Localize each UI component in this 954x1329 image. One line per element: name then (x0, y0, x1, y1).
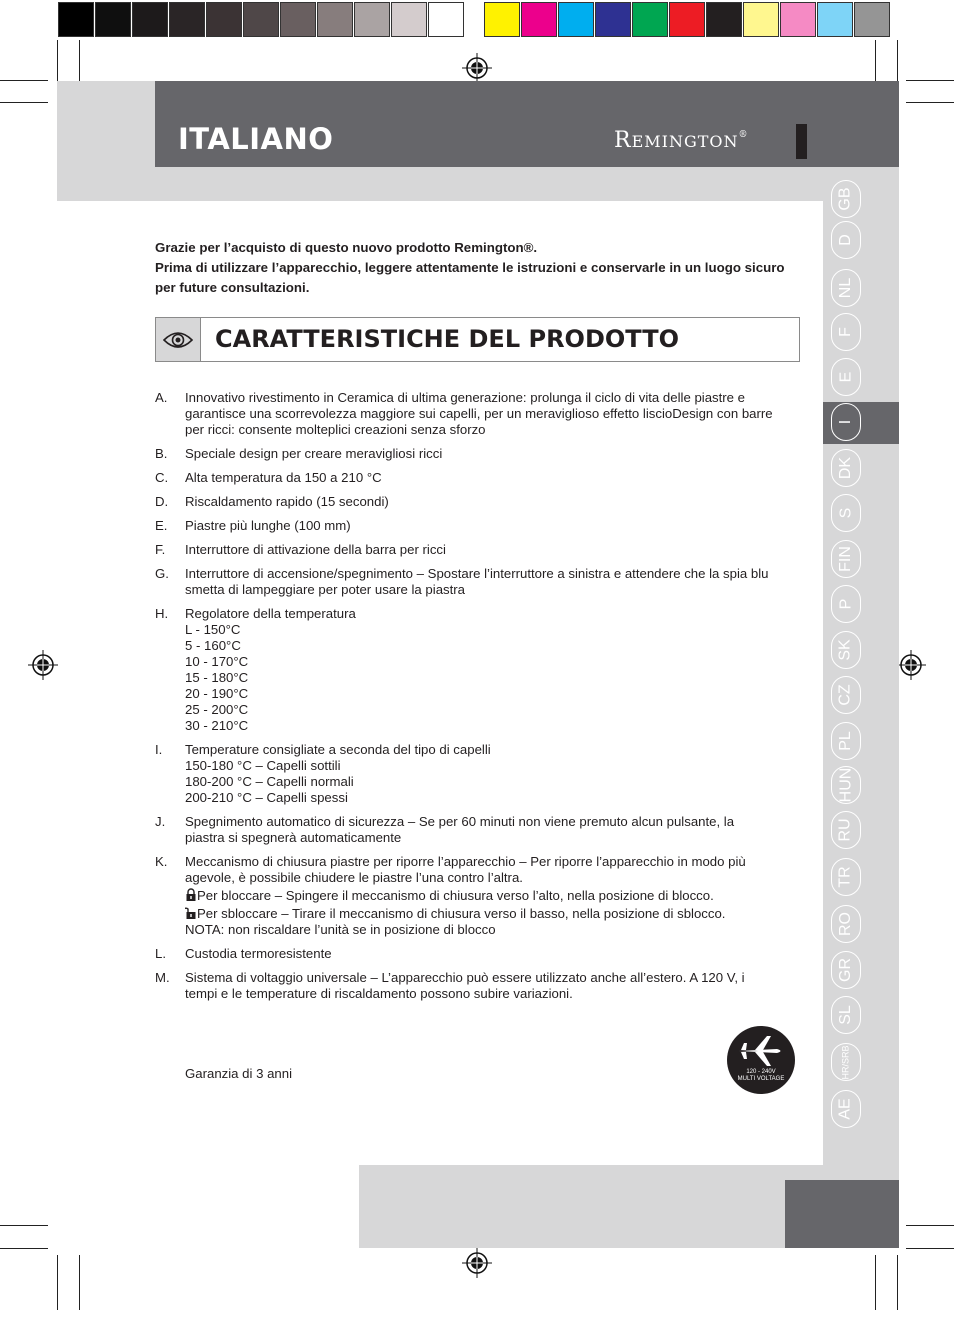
temp-setting: 20 - 190°C (185, 686, 249, 701)
item-text: Interruttore di accensione/spegnimento – Spostare l’interruttore a sinistra e attendere che la spia blu smetta di lampeggiare per poter usare la piastra (185, 566, 769, 597)
item-key: E. (155, 518, 168, 533)
voltage-label: MULTI VOLTAGE (737, 1076, 785, 1082)
color-swatch (780, 2, 816, 37)
registration-mark-icon (896, 650, 926, 680)
list-item (155, 946, 775, 962)
language-tab-label: SK (837, 639, 854, 661)
color-swatch (354, 2, 390, 37)
color-calibration-bar (484, 2, 891, 37)
item-text: Temperature consigliate a seconda del tipo di capelli (185, 742, 491, 757)
color-swatch (669, 2, 705, 37)
language-tab-label: NL (836, 277, 854, 299)
remington-logo: REMINGTON® (614, 128, 749, 153)
crop-mark (0, 102, 48, 103)
crop-mark (0, 1225, 48, 1226)
language-tab-nl[interactable] (831, 269, 861, 307)
list-item (155, 566, 775, 598)
language-tab-sk[interactable] (831, 631, 861, 669)
warranty-text: Garanzia di 3 anni (185, 1066, 293, 1081)
airplane-icon (737, 1034, 785, 1068)
language-tab-ru[interactable] (831, 811, 861, 849)
item-text: Regolatore della temperatura (185, 606, 356, 621)
intro-instructions: Prima di utilizzare l’apparecchio, leggere attentamente le istruzioni e conservarle in un luogo sicuro per future consultazioni. (155, 260, 785, 295)
list-item (155, 970, 775, 1002)
crop-mark (79, 1255, 80, 1310)
crop-mark (906, 1248, 954, 1249)
color-swatch (391, 2, 427, 37)
color-swatch (558, 2, 594, 37)
crop-mark (0, 1248, 48, 1249)
item-key: H. (155, 606, 169, 621)
language-tab-label: RU (836, 818, 854, 842)
language-tab-label: AE (837, 1098, 854, 1120)
color-swatch (632, 2, 668, 37)
language-tab-s[interactable] (831, 494, 861, 532)
language-tab-tr[interactable] (831, 858, 861, 896)
list-item (155, 390, 775, 438)
temp-setting: 10 - 170°C (185, 654, 249, 669)
language-tab-label: S (836, 507, 854, 519)
language-tab-sl[interactable] (831, 996, 861, 1034)
language-tab-ae[interactable] (831, 1090, 861, 1128)
language-tab-label: HR/SRB (840, 1044, 851, 1080)
language-tab-label: GR (837, 958, 854, 982)
language-tab-d[interactable] (831, 221, 861, 259)
list-item (155, 814, 775, 846)
list-item (155, 742, 775, 806)
language-tab-pl[interactable] (831, 722, 861, 760)
crop-mark (906, 1225, 954, 1226)
registration-mark-icon (462, 53, 492, 83)
language-tab-label: RO (837, 912, 854, 936)
language-tab-label: GB (837, 187, 854, 211)
language-tab-cz[interactable] (831, 676, 861, 714)
item-key: G. (155, 566, 169, 581)
temp-setting: 5 - 160°C (185, 638, 241, 653)
color-swatch (854, 2, 890, 37)
language-tab-hun[interactable] (831, 766, 861, 804)
color-swatch (595, 2, 631, 37)
language-tab-label: SL (836, 1005, 854, 1025)
intro-thanks: Grazie per l’acquisto di questo nuovo prodotto Remington®. (155, 240, 538, 255)
color-swatch (521, 2, 557, 37)
color-swatch (280, 2, 316, 37)
list-item (155, 518, 775, 534)
item-key: C. (155, 470, 169, 485)
language-tab-gb[interactable] (831, 180, 861, 218)
language-tab-i[interactable] (831, 403, 861, 441)
language-tab-label: P (836, 598, 854, 610)
language-tab-ro[interactable] (831, 905, 861, 943)
language-tab-dk[interactable] (831, 449, 861, 487)
item-key: M. (155, 970, 170, 985)
color-swatch (243, 2, 279, 37)
crop-mark (906, 102, 954, 103)
language-tab-label: DK (836, 456, 854, 480)
language-tab-hr-srb[interactable] (831, 1043, 861, 1081)
unlock-icon (185, 906, 197, 919)
section-title: CARATTERISTICHE DEL PRODOTTO (215, 325, 679, 353)
color-swatch (169, 2, 205, 37)
color-swatch (706, 2, 742, 37)
language-tab-label: F (837, 327, 854, 337)
language-tab-label: D (837, 234, 854, 246)
temp-setting: L - 150°C (185, 622, 241, 637)
temp-setting: 15 - 180°C (185, 670, 249, 685)
language-tab-label: E (836, 371, 854, 383)
item-text: Innovativo rivestimento in Ceramica di ultima generazione: prolunga il ciclo di vita delle piastre e garantisce una scorrevolezza maggiore sui capelli, per un meraviglioso effetto liscioDesign con barre per ricci: consente molteplici creazioni senza sforzo (185, 390, 773, 437)
item-text: Custodia termoresistente (185, 946, 332, 961)
unlock-instruction: Per sbloccare – Tirare il meccanismo di chiusura verso il basso, nella posizione di sblocco. (197, 906, 726, 921)
list-item (155, 494, 775, 510)
item-key: F. (155, 542, 166, 557)
language-tab-label: FIN (837, 546, 854, 572)
crop-mark (57, 1255, 58, 1310)
note-text: NOTA: non riscaldare l’unità se in posizione di blocco (185, 922, 496, 937)
section-icon-cell (156, 318, 201, 361)
item-text: Piastre più lunghe (100 mm) (185, 518, 351, 533)
crop-mark (0, 80, 48, 81)
lock-icon (185, 888, 197, 901)
item-key: D. (155, 494, 169, 509)
item-key: A. (155, 390, 168, 405)
color-swatch (743, 2, 779, 37)
item-key: L. (155, 946, 166, 961)
color-swatch (95, 2, 131, 37)
list-item (155, 446, 775, 462)
intro-text (155, 238, 795, 298)
temp-setting: 25 - 200°C (185, 702, 249, 717)
item-key: B. (155, 446, 168, 461)
item-key: I. (155, 742, 163, 757)
crop-mark (906, 80, 954, 81)
list-item (155, 854, 775, 938)
hair-type-row: 150-180 °C – Capelli sottili (185, 758, 341, 773)
multi-voltage-badge (727, 1026, 795, 1094)
language-tab-gr[interactable] (831, 951, 861, 989)
color-swatch (206, 2, 242, 37)
color-swatch (317, 2, 353, 37)
gray-calibration-bar (58, 2, 465, 37)
language-tab-f[interactable] (831, 313, 861, 351)
language-tab-label: TR (836, 866, 854, 888)
hair-type-row: 200-210 °C – Capelli spessi (185, 790, 348, 805)
page-number-block (785, 1180, 899, 1248)
item-text: Alta temperatura da 150 a 210 °C (185, 470, 382, 485)
brand-bar (796, 124, 807, 159)
crop-mark (875, 1255, 876, 1310)
brand-text: EMINGTON (631, 132, 739, 151)
page-title: ITALIANO (178, 122, 334, 156)
features-list (155, 390, 775, 1010)
list-item (155, 542, 775, 558)
language-tab-label: I (836, 419, 854, 425)
language-tab-label: HUN (837, 767, 855, 803)
item-text: Speciale design per creare meravigliosi ricci (185, 446, 443, 461)
item-key: K. (155, 854, 168, 869)
item-text: Meccanismo di chiusura piastre per riporre l’apparecchio – Per riporre l’apparecchio in modo più agevole, è possibile chiudere le piastre l’una contro l’altra. (185, 854, 746, 885)
item-text: Sistema di voltaggio universale – L’apparecchio può essere utilizzato anche all’estero. A 120 V, i tempi e le temperature di riscaldamento possono subire variazioni. (185, 970, 745, 1001)
hair-type-row: 180-200 °C – Capelli normali (185, 774, 354, 789)
registration-mark-icon (28, 650, 58, 680)
temp-setting: 30 - 210°C (185, 718, 249, 733)
eye-icon (163, 330, 193, 350)
language-tab-e[interactable] (831, 358, 861, 396)
language-tab-label: CZ (836, 684, 854, 706)
section-heading (155, 317, 800, 362)
color-swatch (132, 2, 168, 37)
item-text: Spegnimento automatico di sicurezza – Se per 60 minuti non viene premuto alcun pulsante, la piastra si spegnerà automaticamente (185, 814, 735, 845)
color-swatch (58, 2, 94, 37)
color-swatch (484, 2, 520, 37)
list-item (155, 606, 775, 734)
crop-mark (897, 1255, 898, 1310)
color-swatch (428, 2, 464, 37)
lock-instruction: Per bloccare – Spingere il meccanismo di chiusura verso l’alto, nella posizione di blocco. (197, 888, 714, 903)
registration-mark-icon (462, 1248, 492, 1278)
color-swatch (817, 2, 853, 37)
item-text: Riscaldamento rapido (15 secondi) (185, 494, 389, 509)
item-text: Interruttore di attivazione della barra per ricci (185, 542, 446, 557)
list-item (155, 470, 775, 486)
voltage-range: 120 - 240V (746, 1069, 776, 1075)
item-key: J. (155, 814, 166, 829)
language-tab-label: PL (836, 731, 854, 751)
language-tab-fin[interactable] (831, 540, 861, 578)
language-tab-p[interactable] (831, 585, 861, 623)
